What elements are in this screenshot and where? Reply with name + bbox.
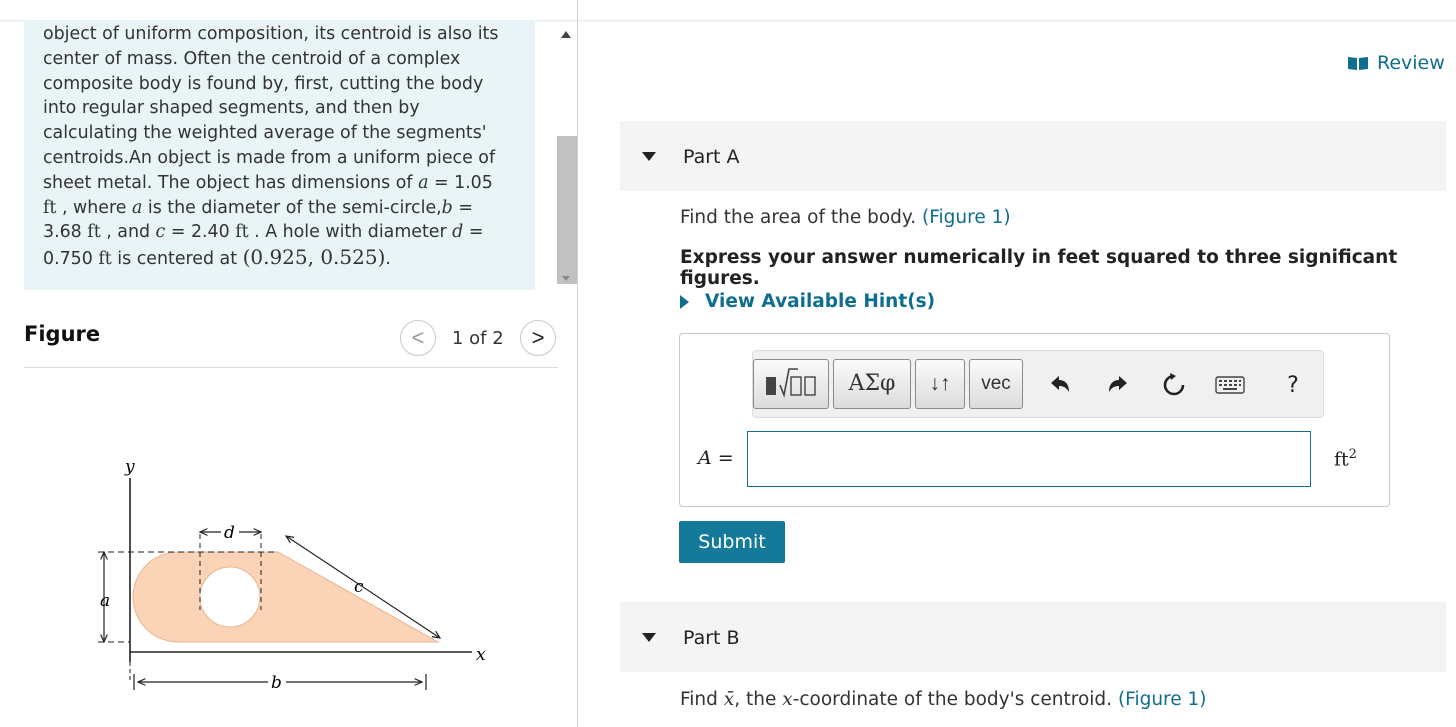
hints-label: View Available Hint(s) — [705, 291, 936, 312]
figure-title: Figure — [24, 322, 101, 346]
dim-a-label: a — [100, 591, 111, 611]
part-a-instruction: Express your answer numerically in feet squared to three significant figures. — [680, 247, 1398, 289]
intro-line-5: calculating the weighted average of the segments' — [43, 123, 487, 144]
review-label: Review — [1377, 52, 1445, 74]
figure-link[interactable]: (Figure 1) — [922, 207, 1011, 228]
figure-next-button[interactable]: > — [520, 320, 556, 356]
part-a-question: Find the area of the body. (Figure 1) — [680, 207, 1011, 228]
part-a-header[interactable] — [620, 121, 1446, 191]
intro-line-1: object of uniform composition, its centroid is also its — [43, 24, 499, 44]
answer-variable-label: A = — [698, 447, 734, 469]
c-value: 2.40 — [190, 222, 230, 243]
var-b: b — [441, 197, 453, 218]
b-value: 3.68 — [43, 222, 82, 243]
submit-button[interactable]: Submit — [679, 521, 785, 563]
intro-line-10: 0.750 ft is centered at (0.925, 0.525). — [43, 245, 391, 270]
var-a: a — [418, 172, 429, 193]
intro-line-9: 3.68 ft , and c = 2.40 ft . A hole with diameter d = — [43, 222, 484, 243]
math-toolbar — [752, 350, 1324, 418]
body-shape — [133, 552, 438, 642]
intro-line-7: sheet metal. The object has dimensions of a = 1.05 — [43, 172, 493, 193]
review-link[interactable] — [1347, 52, 1445, 74]
composite-body-figure — [90, 450, 510, 700]
figure-link[interactable]: (Figure 1) — [1117, 689, 1207, 710]
expand-triangle-icon — [680, 295, 689, 309]
hole-circle — [200, 567, 260, 627]
center-coords: (0.925, 0.525) — [242, 245, 386, 270]
book-icon — [1347, 55, 1369, 71]
redo-icon[interactable] — [1103, 370, 1133, 400]
dim-b-label: b — [271, 673, 282, 693]
intro-scrollbar[interactable] — [556, 20, 578, 290]
var-c: c — [155, 222, 166, 243]
greek-symbols-button[interactable]: ΑΣφ — [833, 359, 911, 409]
vector-button[interactable]: vec — [969, 359, 1023, 409]
dim-d-label: d — [224, 523, 235, 543]
scroll-up-arrow-icon[interactable] — [561, 31, 571, 38]
keyboard-icon[interactable] — [1215, 370, 1245, 400]
scroll-down-arrow-icon[interactable] — [562, 276, 570, 281]
view-hints-link[interactable] — [680, 291, 935, 312]
dim-c-label: c — [354, 577, 364, 597]
undo-icon[interactable] — [1045, 370, 1075, 400]
answer-input[interactable] — [747, 431, 1311, 487]
collapse-caret-icon[interactable] — [642, 152, 656, 161]
answer-unit: $ft^2$ — [1334, 447, 1357, 471]
part-b-label: Part B — [683, 627, 740, 649]
part-b-question: Find x̄, the x-coordinate of the body's centroid. (Figure 1) — [680, 689, 1207, 710]
templates-button[interactable] — [753, 359, 829, 409]
part-a-label: Part A — [683, 146, 740, 168]
help-button[interactable]: ? — [1287, 372, 1299, 398]
collapse-caret-icon[interactable] — [642, 633, 656, 642]
y-axis-label: y — [125, 457, 135, 477]
d-value: 0.750 — [43, 249, 93, 270]
arrows-button[interactable]: ↓↑ — [915, 359, 965, 409]
figure-counter: 1 of 2 — [452, 328, 504, 349]
intro-line-6: centroids.An object is made from a uniform piece of — [43, 147, 496, 168]
problem-intro — [24, 20, 535, 290]
var-d: d — [452, 222, 464, 243]
intro-line-2: center of mass. Often the centroid of a complex — [43, 48, 461, 69]
xbar-symbol: x̄ — [723, 689, 735, 710]
intro-line-4: into regular shaped segments, and then by — [43, 98, 420, 119]
left-pane — [0, 0, 578, 727]
a-value: 1.05 — [454, 172, 493, 193]
templates-icon — [758, 365, 824, 401]
intro-line-3: composite body is found by, first, cutting the body — [43, 73, 484, 94]
figure-divider — [24, 367, 558, 368]
part-b-header[interactable] — [620, 602, 1446, 672]
figure-prev-button[interactable]: < — [400, 320, 436, 356]
intro-line-8: ft , where a is the diameter of the semi-circle,b = — [43, 197, 473, 218]
scroll-thumb[interactable] — [557, 136, 577, 284]
x-axis-label: x — [476, 645, 486, 665]
reset-icon[interactable] — [1159, 370, 1189, 400]
answer-box — [679, 333, 1390, 507]
